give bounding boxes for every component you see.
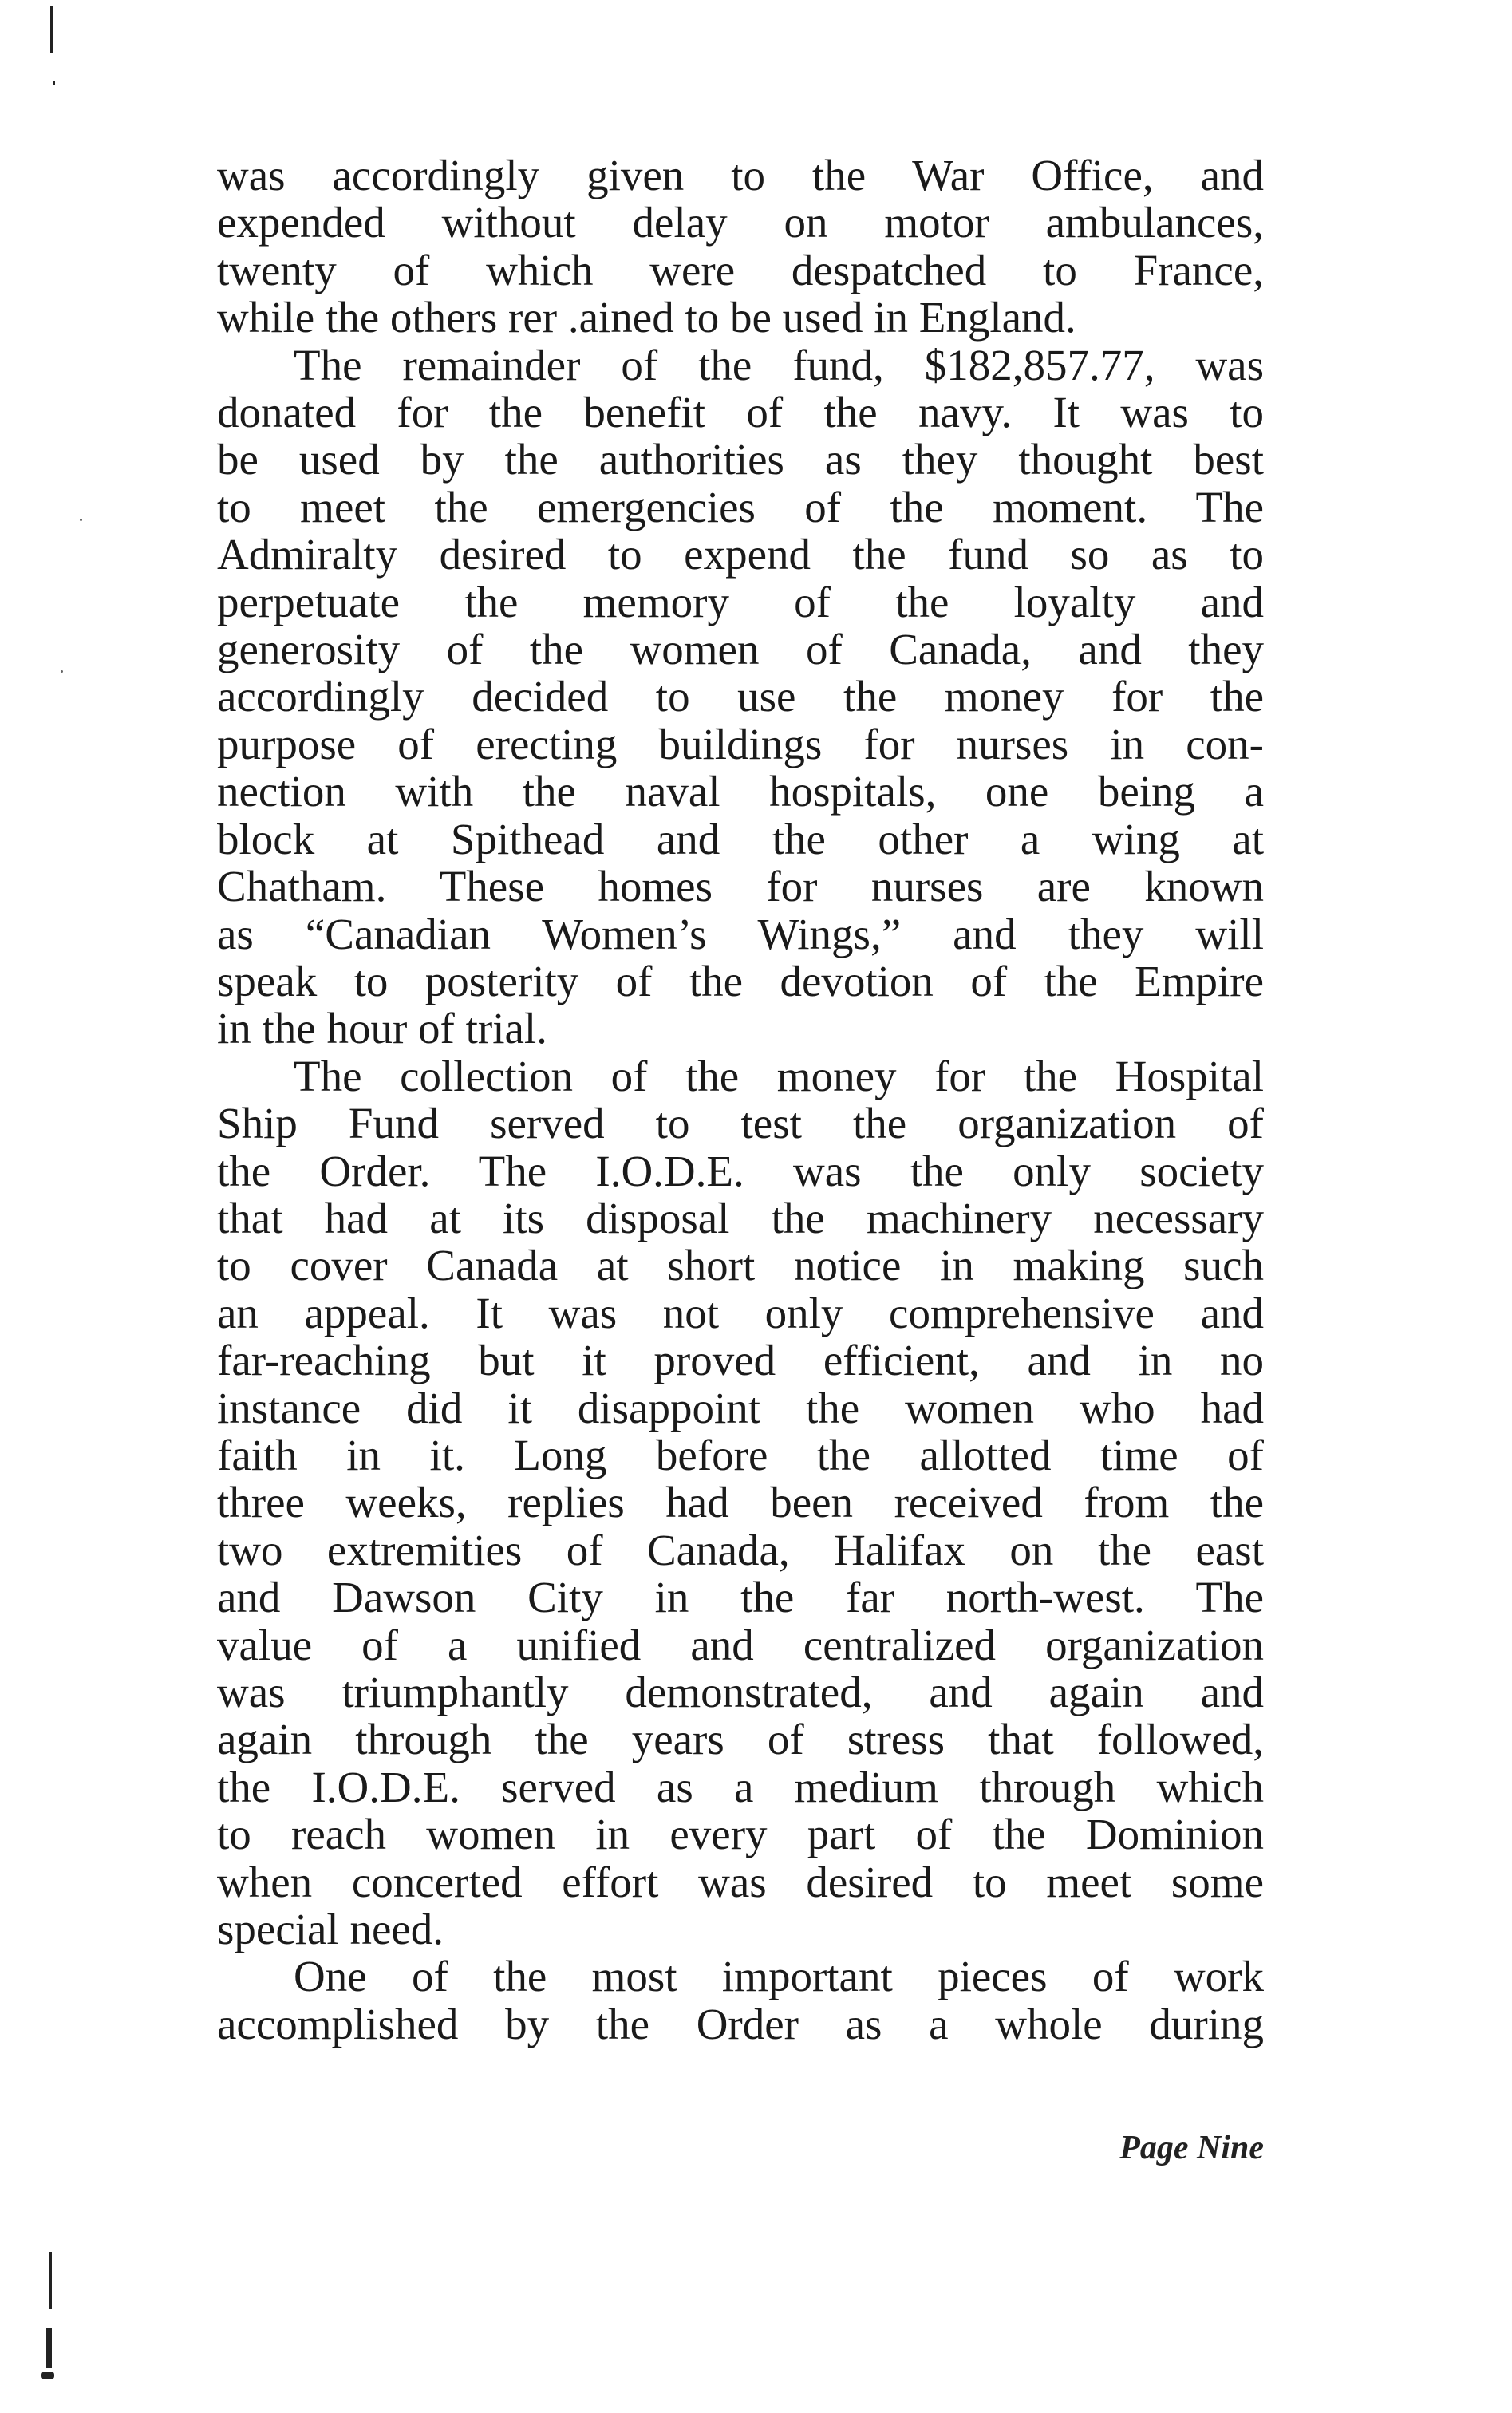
text-line: value of a unified and centralized organization bbox=[217, 1620, 1264, 1669]
text-line: Ship Fund served to test the organization of bbox=[217, 1099, 1264, 1148]
text-line: expended without delay on motor ambulances, bbox=[217, 198, 1264, 247]
scan-edge-mark bbox=[50, 6, 53, 53]
text-line: to reach women in every part of the Dominion bbox=[217, 1810, 1264, 1859]
text-line: One of the most important pieces of work bbox=[294, 1952, 1264, 2001]
scan-edge-mark bbox=[49, 2252, 52, 2309]
text-line: twenty of which were despatched to France, bbox=[217, 245, 1264, 294]
text-line: in the hour of trial. bbox=[217, 1004, 547, 1053]
text-line: while the others rer .ained to be used in England. bbox=[217, 293, 1076, 342]
text-line: accordingly decided to use the money for the bbox=[217, 672, 1264, 721]
text-line: purpose of erecting buildings for nurses in con- bbox=[217, 719, 1264, 768]
text-line: Admiralty desired to expend the fund so as to bbox=[217, 530, 1264, 579]
scan-edge-mark bbox=[41, 2372, 54, 2379]
scan-speck bbox=[53, 81, 55, 85]
text-line: was accordingly given to the War Office, and bbox=[217, 151, 1264, 199]
body-text bbox=[217, 152, 1264, 2048]
text-line: to cover Canada at short notice in making such bbox=[217, 1241, 1264, 1290]
text-line: that had at its disposal the machinery necessary bbox=[217, 1193, 1264, 1242]
text-line: two extremities of Canada, Halifax on the east bbox=[217, 1525, 1264, 1574]
page-number: Page Nine bbox=[1119, 2130, 1264, 2166]
text-line: block at Spithead and the other a wing at bbox=[217, 814, 1264, 863]
text-line: instance did it disappoint the women who had bbox=[217, 1383, 1264, 1432]
text-line: nection with the naval hospitals, one being a bbox=[217, 767, 1264, 816]
text-line: three weeks, replies had been received from the bbox=[217, 1478, 1264, 1527]
text-line: donated for the benefit of the navy. It was to bbox=[217, 388, 1264, 437]
text-line: generosity of the women of Canada, and they bbox=[217, 625, 1264, 674]
text-line: The remainder of the fund, $182,857.77, was bbox=[294, 340, 1264, 389]
text-line: again through the years of stress that followed, bbox=[217, 1715, 1264, 1764]
text-line: as “Canadian Women’s Wings,” and they will bbox=[217, 909, 1264, 958]
text-line: be used by the authorities as they thought best bbox=[217, 435, 1264, 484]
text-line: The collection of the money for the Hospital bbox=[294, 1051, 1264, 1100]
body-paragraphs bbox=[217, 152, 1264, 2048]
text-line: and Dawson City in the far north-west. The bbox=[217, 1573, 1264, 1622]
text-line: faith in it. Long before the allotted time of bbox=[217, 1430, 1264, 1479]
text-line: an appeal. It was not only comprehensive and bbox=[217, 1288, 1264, 1337]
text-line: perpetuate the memory of the loyalty and bbox=[217, 577, 1264, 626]
text-line: speak to posterity of the devotion of the Empire bbox=[217, 956, 1264, 1005]
text-line: accomplished by the Order as a whole during bbox=[217, 1999, 1264, 2048]
text-line: the Order. The I.O.D.E. was the only society bbox=[217, 1146, 1264, 1195]
text-line: the I.O.D.E. served as a medium through which bbox=[217, 1762, 1264, 1811]
text-line: far-reaching but it proved efficient, and in no bbox=[217, 1336, 1264, 1385]
text-line: special need. bbox=[217, 1905, 444, 1954]
text-line: when concerted effort was desired to meet some bbox=[217, 1857, 1264, 1906]
scan-speck bbox=[80, 519, 82, 521]
text-line: was triumphantly demonstrated, and again and bbox=[217, 1668, 1264, 1716]
scan-speck bbox=[61, 670, 63, 673]
scan-edge-mark bbox=[46, 2328, 52, 2368]
text-line: to meet the emergencies of the moment. The bbox=[217, 482, 1264, 531]
text-line: Chatham. These homes for nurses are known bbox=[217, 862, 1264, 911]
